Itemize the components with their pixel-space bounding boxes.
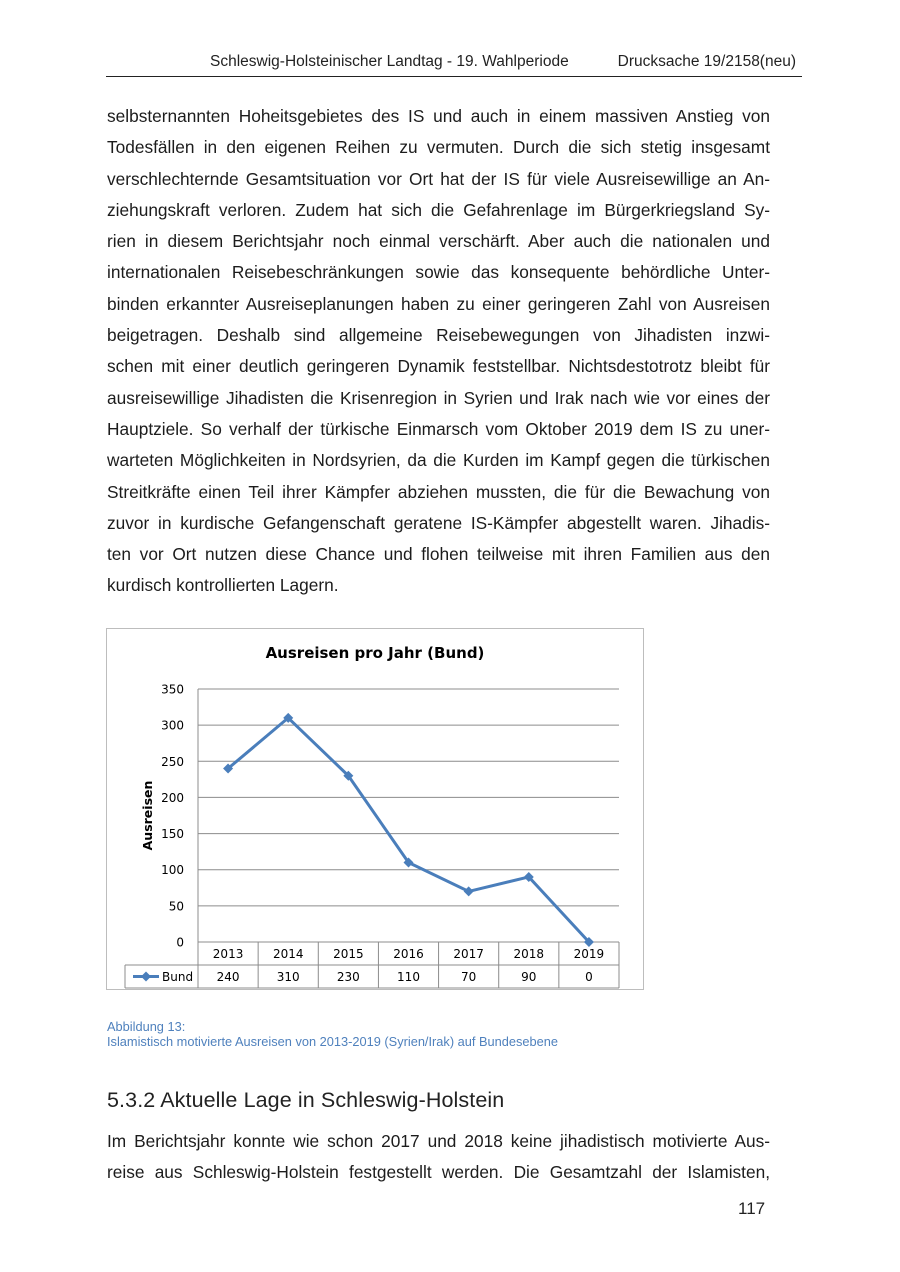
document-number: Drucksache 19/2158(neu) [617, 53, 796, 70]
y-tick-label: 150 [161, 827, 184, 842]
text-line: schen mit einer deutlich geringeren Dynamik feststellbar. Nichtsdestotrotz bleibt für [107, 356, 770, 377]
line-chart [107, 629, 643, 989]
chart-title: Ausreisen pro Jahr (Bund) [265, 644, 485, 662]
series-line [228, 718, 589, 942]
y-axis-label: Ausreisen [140, 780, 155, 851]
y-tick-label: 100 [161, 863, 184, 878]
data-label: 310 [276, 970, 300, 984]
y-tick-label: 250 [161, 754, 184, 769]
page-header [106, 50, 802, 77]
caption-label: Abbildung 13: [107, 1019, 186, 1034]
data-label: 110 [397, 970, 420, 984]
caption-text: Islamistisch motivierte Ausreisen von 2013-2019 (Syrien/Irak) auf Bundesebene [107, 1034, 558, 1049]
category-label: 2018 [513, 947, 545, 961]
text-line: internationalen Reisebeschränkungen sowie das konsequente behördliche Unter- [107, 262, 770, 283]
category-label: 2013 [212, 947, 244, 961]
data-label: 70 [461, 970, 477, 984]
data-label: 230 [336, 970, 360, 984]
header-title: Schleswig-Holsteinischer Landtag - 19. Wahlperiode [210, 53, 569, 70]
data-label: 90 [521, 970, 537, 984]
chart-frame [106, 628, 644, 990]
category-label: 2019 [573, 947, 605, 961]
y-tick-label: 200 [161, 790, 184, 805]
section-heading: 5.3.2 Aktuelle Lage in Schleswig-Holstein [107, 1088, 505, 1112]
category-label: 2014 [272, 947, 304, 961]
text-line: zuvor in kurdische Gefangenschaft geratene IS-Kämpfer abgestellt waren. Jihadis- [107, 512, 770, 533]
category-label: 2017 [453, 947, 484, 961]
data-label: 0 [585, 970, 593, 984]
paragraph-2 [107, 1126, 770, 1189]
text-line: ausreisewillige Jihadisten die Krisenregion in Syrien und Irak nach wie vor eines der [107, 387, 770, 408]
text-line: Im Berichtsjahr konnte wie schon 2017 und 2018 keine jihadistisch motivierte Aus- [107, 1131, 770, 1151]
y-tick-label: 350 [161, 682, 184, 697]
paragraph-1 [107, 101, 770, 602]
text-line: reise aus Schleswig-Holstein festgestellt werden. Die Gesamtzahl der Islamisten, [107, 1162, 770, 1183]
legend-marker [141, 972, 151, 982]
text-line: Hauptziele. So verhalf der türkische Einmarsch vom Oktober 2019 dem IS zu uner- [107, 418, 770, 439]
text-line: kurdisch kontrollierten Lagern. [107, 575, 339, 596]
text-line: beigetragen. Deshalb sind allgemeine Reisebewegungen von Jihadisten inzwi- [107, 325, 770, 346]
legend-label: Bund [162, 970, 194, 984]
category-label: 2015 [333, 947, 364, 961]
text-line: Todesfällen in den eigenen Reihen zu vermuten. Durch die sich stetig insgesamt [107, 137, 770, 158]
text-line: Streitkräfte einen Teil ihrer Kämpfer abziehen mussten, die für die Bewachung von [107, 481, 770, 502]
text-line: ziehungskraft verloren. Zudem hat sich die Gefahrenlage im Bürgerkriegsland Sy- [107, 199, 770, 220]
text-line: verschlechternde Gesamtsituation vor Ort hat der IS für viele Ausreisewillige an An- [107, 168, 770, 189]
text-line: selbsternannten Hoheitsgebietes des IS und auch in einem massiven Anstieg von [107, 106, 770, 126]
text-line: rien in diesem Berichtsjahr noch einmal verschärft. Aber auch die nationalen und [107, 231, 770, 252]
y-tick-label: 0 [176, 935, 184, 950]
y-tick-label: 300 [161, 718, 184, 733]
y-tick-label: 50 [168, 899, 184, 914]
page-number: 117 [738, 1199, 766, 1218]
data-point [464, 886, 474, 896]
figure-caption [107, 1019, 558, 1049]
category-label: 2016 [393, 947, 424, 961]
text-line: ten vor Ort nutzen diese Chance und flohen teilweise mit ihren Familien aus den [107, 544, 770, 565]
data-label: 240 [216, 970, 240, 984]
text-line: warteten Möglichkeiten in Nordsyrien, da die Kurden im Kampf gegen die türkischen [107, 450, 770, 471]
text-line: binden erkannter Ausreiseplanungen haben zu einer geringeren Zahl von Ausreisen [107, 293, 770, 314]
